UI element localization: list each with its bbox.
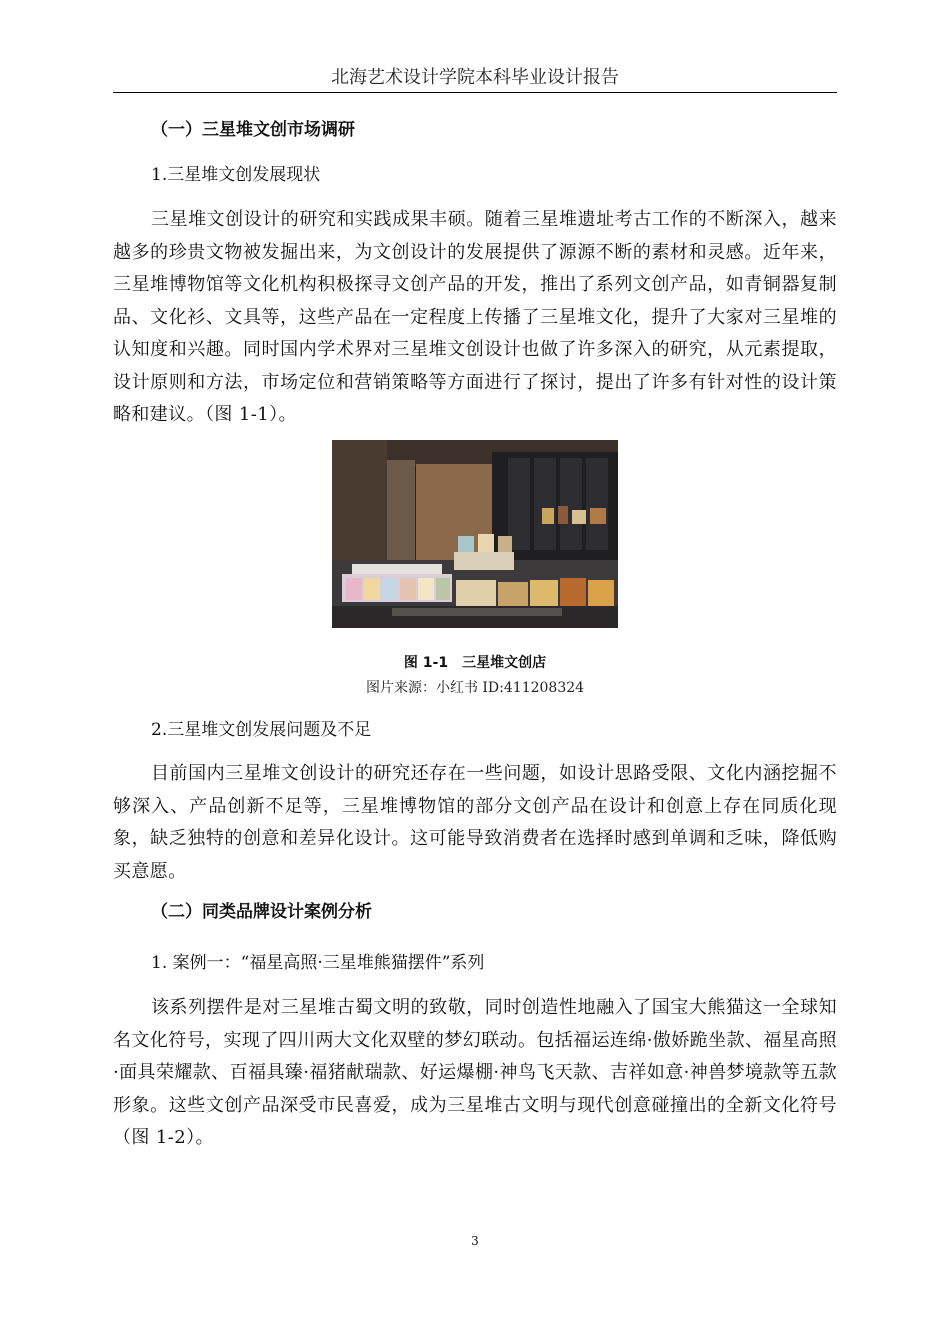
page-number: 3: [471, 1234, 479, 1248]
subheading-development-status: 1.三星堆文创发展现状: [151, 165, 321, 185]
header-divider: [113, 92, 837, 93]
shop-interior-image: [332, 440, 618, 628]
figure-caption: 图 1-1 三星堆文创店: [403, 655, 547, 671]
section-heading-case-analysis: （二）同类品牌设计案例分析: [151, 902, 372, 922]
paragraph-case-one: 该系列摆件是对三星堆古蜀文明的致敬，同时创造性地融入了国宝大熊猫这一全球知名文化符号，实现了四川两大文化双壁的梦幻联动。包括福运连绵·傲娇跪坐款、福星高照·面具荣耀款、百福具臻·福猪献瑞款、好运爆棚·神鸟飞天款、吉祥如意·神兽梦境款等五款形象。这些文创产品深受市民喜爱，成为三星堆古文明与现代创意碰撞出的全新文化符号（图 1-2）。: [113, 997, 837, 1148]
section-heading-market-research: （一）三星堆文创市场调研: [151, 120, 355, 140]
figure-shop-photo: [332, 440, 618, 628]
paragraph-development-status: 三星堆文创设计的研究和实践成果丰硕。随着三星堆遗址考古工作的不断深入，越来越多的珍贵文物被发掘出来，为文创设计的发展提供了源源不断的素材和灵感。近年来，三星堆博物馆等文化机构积极探寻文创产品的开发，推出了系列文创产品，如青铜器复制品、文化衫、文具等，这些产品在一定程度上传播了三星堆文化，提升了大家对三星堆的认知度和兴趣。同时国内学术界对三星堆文创设计也做了许多深入的研究，从元素提取，设计原则和方法，市场定位和营销策略等方面进行了探讨，提出了许多有针对性的设计策略和建议。（图 1-1）。: [113, 209, 837, 425]
page-header-title: 北海艺术设计学院本科毕业设计报告: [331, 67, 619, 88]
subheading-development-issues: 2.三星堆文创发展问题及不足: [151, 720, 372, 740]
subheading-case-one: 1. 案例一：“福星高照·三星堆熊猫摆件”系列: [151, 953, 485, 973]
paragraph-development-issues: 目前国内三星堆文创设计的研究还存在一些问题，如设计思路受限、文化内涵挖掘不够深入、产品创新不足等，三星堆博物馆的部分文创产品在设计和创意上存在同质化现象，缺乏独特的创意和差异化设计。这可能导致消费者在选择时感到单调和乏味，降低购买意愿。: [113, 763, 837, 882]
figure-source: 图片来源：小红书 ID:411208324: [365, 680, 585, 696]
